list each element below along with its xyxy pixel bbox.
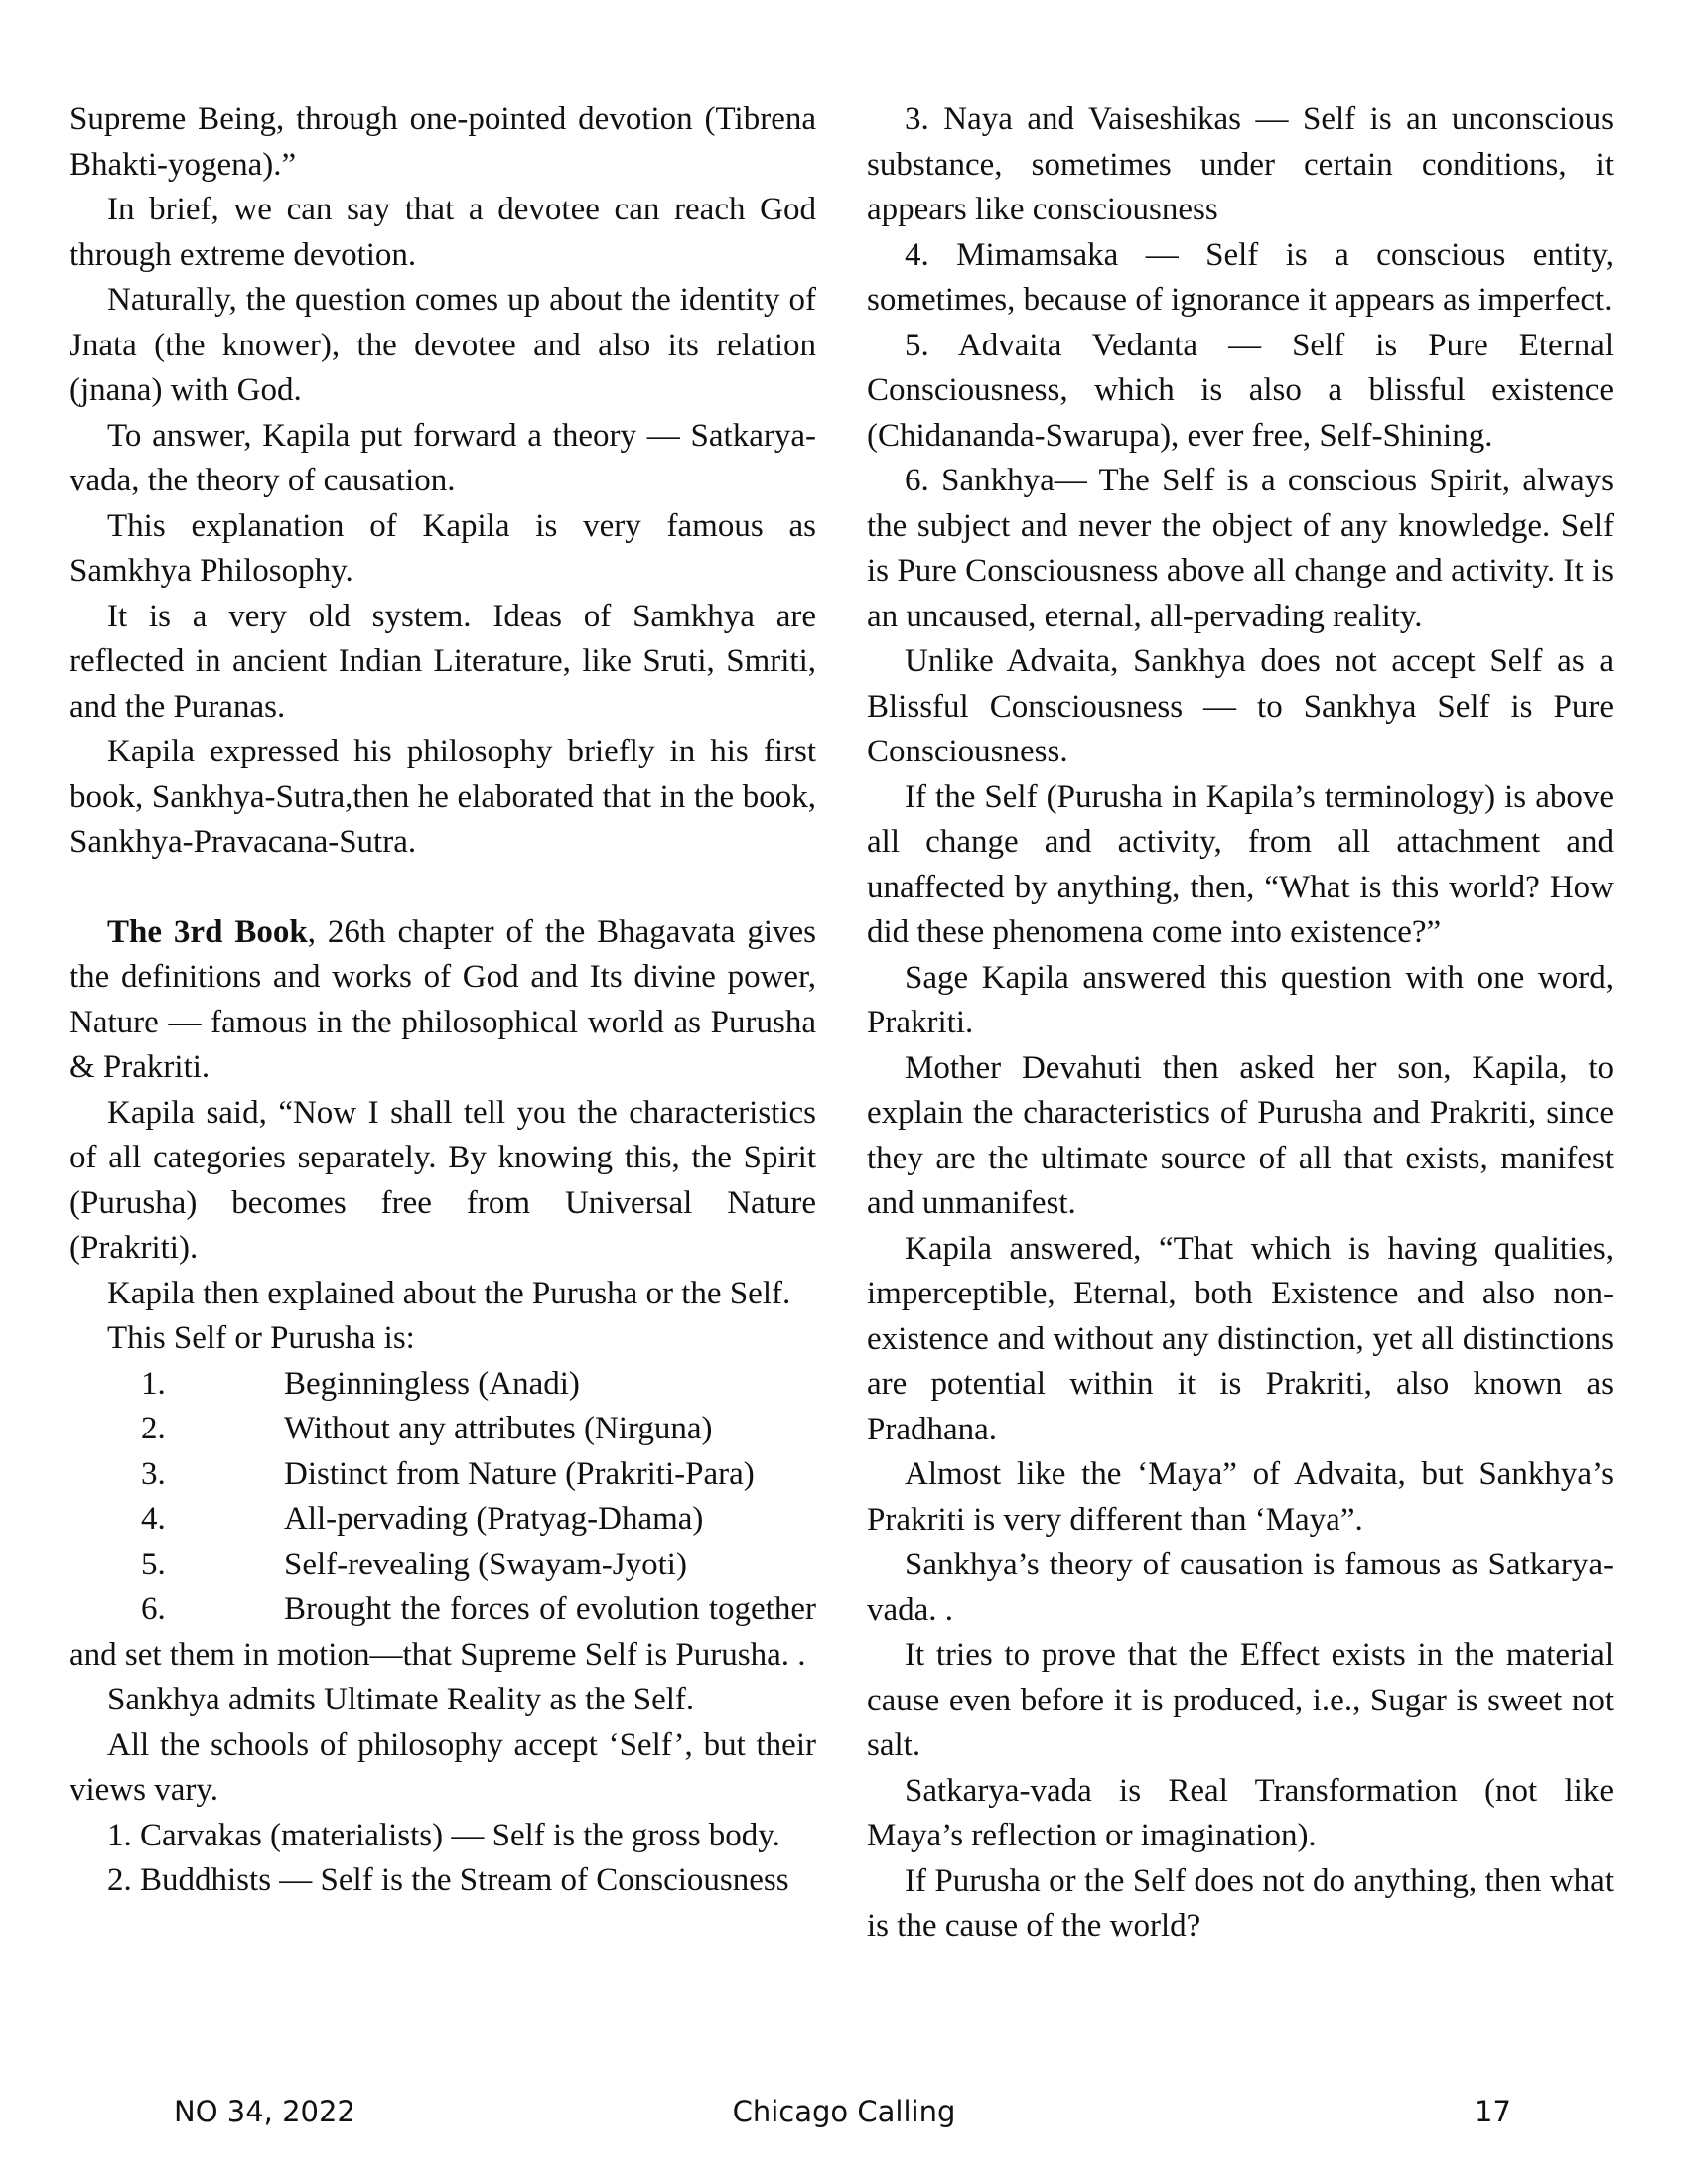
paragraph: In brief, we can say that a devotee can reach God through extreme devotion. — [70, 192, 816, 273]
paragraph: Satkarya-vada is Real Transformation (not like Maya’s reflection or imagination). — [867, 1772, 1614, 1853]
list-text: Beginningless (Anadi) — [284, 1365, 580, 1402]
page-number: 17 — [1475, 2095, 1511, 2128]
list-text: Without any attributes (Nirguna) — [284, 1411, 713, 1446]
left-column — [70, 97, 816, 1904]
paragraph: Sankhya admits Ultimate Reality as the Self. — [107, 1682, 695, 1717]
list-number: 5. — [141, 1546, 166, 1582]
list-text: Distinct from Nature (Prakriti-Para) — [284, 1455, 755, 1492]
paragraph: Kapila answered, “That which is having qualities, imperceptible, Eternal, both Existence and also non-existence and without any distinction, yet all distinctions are potential within it is Prakriti, also known as Pradhana. — [867, 1230, 1614, 1447]
list-number: 4. — [141, 1501, 166, 1537]
right-column — [867, 97, 1614, 1950]
list-number: 2. — [141, 1411, 166, 1446]
paragraph: Mother Devahuti then asked her son, Kapila, to explain the characteristics of Purusha and Prakriti, since they are the ultimate source of all that exists, manifest and unmanifest. — [867, 1049, 1614, 1221]
publication-title: Chicago Calling — [732, 2095, 956, 2128]
paragraph: To answer, Kapila put forward a theory — Satkarya-vada, the theory of causation. — [70, 417, 816, 498]
list-item — [70, 1587, 816, 1678]
paragraph: Almost like the ‘Maya” of Advaita, but Sankhya’s Prakriti is very different than ‘Maya”. — [867, 1456, 1614, 1538]
paragraph-text: , 26th chapter of the Bhagavata gives the definitions and works of God and Its divine power, Nature — famous in the philosophical world as Purusha & Prakriti. — [70, 913, 816, 1085]
paragraph: 6. Sankhya— The Self is a conscious Spirit, always the subject and never the object of any knowledge. Self is Pure Consciousness above all change and activity. It is an uncaused, eternal, all-pervading reality. — [867, 463, 1614, 634]
list-text: Self-revealing (Swayam-Jyoti) — [284, 1546, 687, 1582]
list-item — [70, 1362, 816, 1408]
paragraph — [70, 910, 816, 1091]
issue-label: NO 34, 2022 — [174, 2095, 355, 2128]
paragraph: If the Self (Purusha in Kapila’s terminology) is above all change and activity, from all attachment and unaffected by anything, then, “What is this world? How did these phenomena come into existence?” — [867, 778, 1614, 950]
list-item — [70, 1543, 816, 1588]
paragraph: 1. Carvakas (materialists) — Self is the gross body. — [107, 1817, 780, 1853]
paragraph: 2. Buddhists — Self is the Stream of Consciousness — [107, 1862, 789, 1898]
list-text: Brought the forces of evolution together and set them in motion—that Supreme Self is Purusha. . — [70, 1591, 816, 1673]
list-number: 6. — [141, 1591, 166, 1627]
paragraph: Supreme Being, through one-pointed devotion (Tibrena Bhakti-yogena).” — [70, 101, 816, 183]
paragraph: Kapila expressed his philosophy briefly in his first book, Sankhya-Sutra,then he elaborated that in the book, Sankhya-Pravacana-Sutra. — [70, 734, 816, 860]
paragraph: Naturally, the question comes up about the identity of Jnata (the knower), the devotee and also its relation (jnana) with God. — [70, 282, 816, 408]
paragraph: Sankhya’s theory of causation is famous as Satkarya-vada. . — [867, 1547, 1614, 1628]
paragraph: Kapila said, “Now I shall tell you the characteristics of all categories separately. By knowing this, the Spirit (Purusha) becomes free from Universal Nature (Prakriti). — [70, 1094, 816, 1266]
paragraph: Unlike Advaita, Sankhya does not accept Self as a Blissful Consciousness — to Sankhya Self is Pure Consciousness. — [867, 643, 1614, 769]
paragraph: This Self or Purusha is: — [107, 1320, 415, 1356]
list-item — [70, 1407, 816, 1452]
list-number: 1. — [141, 1365, 166, 1402]
paragraph: Kapila then explained about the Purusha or the Self. — [107, 1275, 791, 1311]
paragraph: 3. Naya and Vaiseshikas — Self is an unconscious substance, sometimes under certain conditions, it appears like consciousness — [867, 101, 1614, 227]
bold-lead-text: The 3rd Book — [107, 913, 308, 950]
paragraph: It tries to prove that the Effect exists in the material cause even before it is produced, i.e., Sugar is sweet not salt. — [867, 1637, 1614, 1763]
paragraph: All the schools of philosophy accept ‘Self’, but their views vary. — [70, 1726, 816, 1808]
list-number: 3. — [141, 1455, 166, 1492]
paragraph: 5. Advaita Vedanta — Self is Pure Eternal Consciousness, which is also a blissful existence (Chidananda-Swarupa), ever free, Self-Shining. — [867, 327, 1614, 454]
list-text: All-pervading (Pratyag-Dhama) — [284, 1501, 704, 1537]
paragraph: 4. Mimamsaka — Self is a conscious entity, sometimes, because of ignorance it appears as imperfect. — [867, 236, 1614, 318]
paragraph: Sage Kapila answered this question with one word, Prakriti. — [867, 959, 1614, 1040]
paragraph: If Purusha or the Self does not do anything, then what is the cause of the world? — [867, 1862, 1614, 1944]
paragraph: This explanation of Kapila is very famous as Samkhya Philosophy. — [70, 507, 816, 589]
list-item — [70, 1452, 816, 1498]
list-item — [70, 1497, 816, 1543]
paragraph: It is a very old system. Ideas of Samkhya are reflected in ancient Indian Literature, like Sruti, Smriti, and the Puranas. — [70, 598, 816, 725]
